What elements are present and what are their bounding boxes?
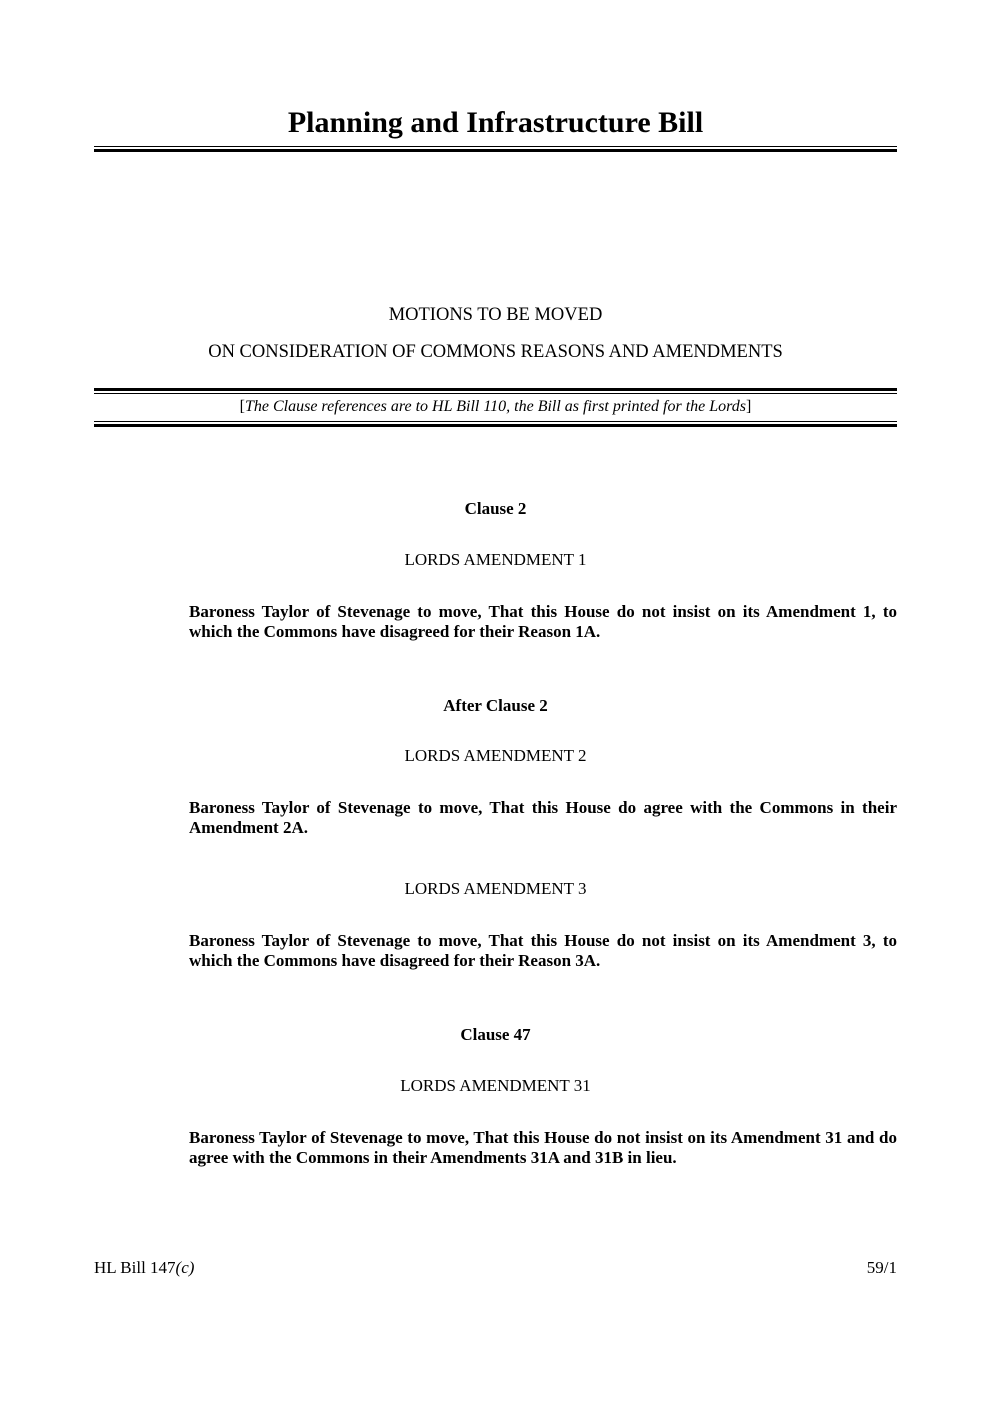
note-bottom-rule-thick xyxy=(94,424,897,427)
clause-reference-note xyxy=(94,398,897,416)
clause-heading: Clause 47 xyxy=(460,1025,531,1044)
amendment-heading: LORDS AMENDMENT 2 xyxy=(404,746,587,765)
note-close-bracket: ] xyxy=(746,398,752,415)
note-top-rule-thick xyxy=(94,388,897,391)
footer-bill-number xyxy=(94,1258,194,1278)
note-open-bracket: [ xyxy=(239,398,245,415)
footer-page-ref: 59/1 xyxy=(866,1258,897,1277)
title-rule-thin xyxy=(94,146,897,147)
motion-text: Baroness Taylor of Stevenage to move, That this House do not insist on its Amendment 1, to which the Commons have disagreed for their Reason 1A. xyxy=(189,602,897,641)
subtitle-line-1: MOTIONS TO BE MOVED xyxy=(388,305,603,325)
motion-text: Baroness Taylor of Stevenage to move, That this House do agree with the Commons in their Amendment 2A. xyxy=(189,798,897,837)
clause-heading: Clause 2 xyxy=(464,499,527,518)
motion-text: Baroness Taylor of Stevenage to move, That this House do not insist on its Amendment 3, to which the Commons have disagreed for their Reason 3A. xyxy=(189,931,897,970)
amendment-heading: LORDS AMENDMENT 31 xyxy=(400,1076,591,1095)
footer-bill-number-prefix: HL Bill 147 xyxy=(94,1258,176,1277)
title-rule-thick xyxy=(94,149,897,152)
note-top-rule-thin xyxy=(94,393,897,394)
clause-heading: After Clause 2 xyxy=(443,696,548,715)
note-text: The Clause references are to HL Bill 110, the Bill as first printed for the Lords xyxy=(244,398,747,415)
amendment-heading: LORDS AMENDMENT 3 xyxy=(404,879,587,898)
note-bottom-rule-thin xyxy=(94,421,897,422)
bill-title: Planning and Infrastructure Bill xyxy=(287,106,704,139)
subtitle-line-2: ON CONSIDERATION OF COMMONS REASONS AND AMENDMENTS xyxy=(208,342,783,362)
amendment-heading: LORDS AMENDMENT 1 xyxy=(404,550,587,569)
motion-text: Baroness Taylor of Stevenage to move, That this House do not insist on its Amendment 31 and do agree with the Commons in their Amendments 31A and 31B in lieu. xyxy=(189,1128,897,1167)
footer-bill-number-suffix: (c) xyxy=(175,1258,195,1277)
